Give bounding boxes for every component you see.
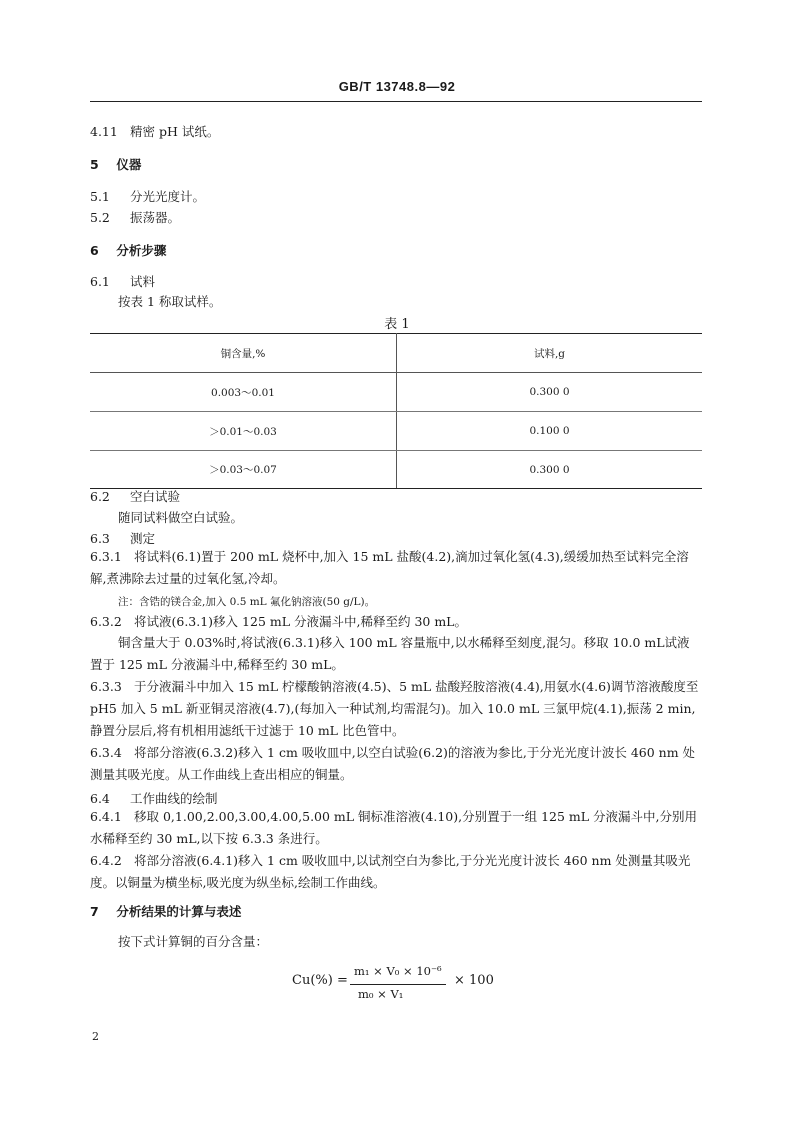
clause-number: 5.1 [90,189,110,204]
table-cell: 0.100 0 [397,412,703,451]
table-cell: ＞0.01～0.03 [90,412,397,451]
clause-text: 将部分溶液(6.4.1)移入 1 cm 吸收皿中,以试剂空白为参比,于分光光度计波长 460 nm 处测量其吸光度。以铜量为横坐标,吸光度为纵坐标,绘制工作曲线。 [90,853,691,890]
formula-numerator: m₁ × V₀ × 10⁻⁶ [354,964,442,978]
table-row [90,412,702,451]
clause-text: 精密 pH 试纸。 [129,124,220,139]
fraction-bar [350,984,446,985]
clause-6-3-4 [90,742,702,786]
clause-text: 移取 0,1.00,2.00,3.00,4.00,5.00 mL 铜标准溶液(4.10),分别置于一组 125 mL 分液漏斗中,分别用水稀释至约 30 mL,以下按 6.3.3 条进行。 [90,809,698,846]
section-7-body: 按下式计算铜的百分含量： [118,934,269,949]
clause-5-2 [90,208,180,226]
table-cell: ＞0.03～0.07 [90,451,397,489]
formula-lhs: Cu(%) = [292,973,348,988]
clause-5-1 [90,187,205,205]
page-number: 2 [92,1030,99,1043]
formula-denominator: m₀ × V₁ [358,987,404,1001]
clause-text: 振荡器。 [129,210,180,225]
document-code: GB/T 13748.8—92 [338,79,456,94]
header-rule [90,101,702,102]
clause-6-3 [90,529,155,547]
clause-number: 6.3.3 [90,679,122,694]
clause-number: 6.1 [90,274,110,289]
clause-6-4-2 [90,850,702,894]
clause-text: 将部分溶液(6.3.2)移入 1 cm 吸收皿中,以空白试验(6.2)的溶液为参比,于分光光度计波长 460 nm 处测量其吸光度。从工作曲线上查出相应的铜量。 [90,745,696,782]
clause-number: 5.2 [90,210,110,225]
column-header-copper-content: 铜含量,% [90,334,397,373]
clause-6-3-2 [90,611,702,633]
clause-text: 于分液漏斗中加入 15 mL 柠檬酸钠溶液(4.5)、5 mL 盐酸羟胺溶液(4.4),用氨水(4.6)调节溶液酸度至 pH5 加入 5 mL 新亚铜灵溶液(4.7),(每加入一种试剂,均需混匀)。加入 10.0 mL 三氯甲烷(4.1),振荡 2 min,静置分层后,将有机相用滤纸干过滤于 10 mL 比色管中。 [90,679,699,738]
clause-6-4 [90,789,218,807]
clause-text: 分光光度计。 [129,189,205,204]
clause-text: 试料 [129,274,155,289]
table-cell: 0.300 0 [397,373,703,412]
formula-rhs: × 100 [454,973,494,988]
section-6-heading [90,241,166,259]
clause-text: 将试料(6.1)置于 200 mL 烧杯中,加入 15 mL 盐酸(4.2),滴加过氧化氢(4.3),缓缓加热至试料完全溶解,煮沸除去过量的过氧化氢,冷却。 [90,549,689,586]
section-number: 5 [90,157,99,172]
clause-number: 6.2 [90,489,110,504]
table-row [90,373,702,412]
sample-mass-table [90,333,702,489]
clause-number: 4.11 [90,124,118,139]
section-5-heading [90,155,141,173]
clause-6-2 [90,487,180,505]
section-title: 仪器 [116,157,142,172]
clause-6-2-body: 随同试料做空白试验。 [118,510,244,525]
clause-text: 将试液(6.3.1)移入 125 mL 分液漏斗中,稀释至约 30 mL。 [134,614,467,629]
table-header-row [90,334,702,373]
clause-4-11 [90,122,219,140]
clause-6-1 [90,272,155,290]
clause-6-3-1 [90,546,702,590]
clause-number: 6.3.2 [90,614,122,629]
column-header-sample-mass: 试料,g [397,334,703,373]
table-row [90,451,702,489]
clause-6-1-body: 按表 1 称取试样。 [118,294,222,309]
clause-6-3-3 [90,676,702,742]
section-title: 分析步骤 [116,243,167,258]
clause-number: 6.3 [90,531,110,546]
clause-number: 6.4.1 [90,809,122,824]
copper-formula [292,964,494,1001]
table-cell: 0.003～0.01 [90,373,397,412]
table-cell: 0.300 0 [397,451,703,489]
section-number: 7 [90,904,99,919]
clause-6-3-2-body: 铜含量大于 0.03%时,将试液(6.3.1)移入 100 mL 容量瓶中,以水稀释至刻度,混匀。移取 10.0 mL试液置于 125 mL 分液漏斗中,稀释至约 30 mL。 [90,635,690,672]
clause-number: 6.4 [90,791,110,806]
table-caption: 表 1 [384,317,410,332]
clause-text: 工作曲线的绘制 [129,791,218,806]
clause-6-3-1-note: 注：含锆的镁合金,加入 0.5 mL 氟化钠溶液(50 g/L)。 [118,596,376,608]
clause-number: 6.3.1 [90,549,122,564]
clause-number: 6.3.4 [90,745,122,760]
clause-6-4-1 [90,806,702,850]
section-title: 分析结果的计算与表述 [116,904,242,919]
section-number: 6 [90,243,99,258]
clause-text: 测定 [129,531,155,546]
clause-text: 空白试验 [129,489,180,504]
clause-number: 6.4.2 [90,853,122,868]
section-7-heading [90,902,241,920]
